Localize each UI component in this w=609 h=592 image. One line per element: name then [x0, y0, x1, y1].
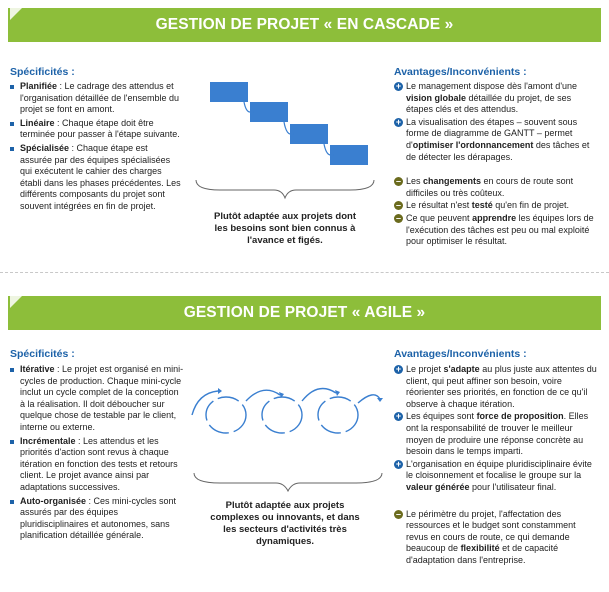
- item-text: détaillée du projet, de ses étapes clés et des attendus.: [406, 92, 572, 115]
- spec-item: [10, 436, 185, 494]
- item-text: L'organisation en équipe pluridisciplinaire évite le cloisonnement et focalise le groupe sur la: [406, 458, 592, 481]
- minus-circle-icon: –: [395, 508, 401, 519]
- emphasis-text: valeur générée: [406, 481, 470, 492]
- plus-item: [394, 411, 597, 457]
- minus-item: [394, 509, 597, 567]
- cascade-center-text: Plutôt adaptée aux projets dont les besoins sont bien connus à l'avance et figés.: [214, 211, 356, 246]
- group-spacer: [394, 495, 597, 509]
- item-text: . Elles ont la responsabilité de trouver le meilleur moyen de produire une réponse concrète au besoin dans le temps imparti.: [406, 411, 589, 457]
- item-text: Le résultat n'est: [406, 200, 472, 211]
- cascade-arrow-2: [284, 122, 290, 134]
- agile-adv-heading: Avantages/Inconvénients :: [394, 348, 527, 360]
- spec-text: : Chaque étape est assurée par des équipes spécialisées qui exécutent le cahier des charges établi dans les phases précédentes. Les différents composants du projet sont souvent intégrées en fin de projet.: [20, 142, 181, 211]
- agile-link-1: [246, 390, 280, 401]
- item-text: Ce que peuvent: [406, 212, 473, 223]
- minus-item: [394, 213, 594, 248]
- item-text: Le périmètre du projet, l'affectation des ressources et le budget sont constamment revus en cours de route, ce qui demande beaucoup de: [406, 508, 576, 554]
- agile-exit-arrow: [358, 395, 380, 403]
- cascade-banner: [8, 8, 601, 42]
- cascade-brace: [196, 180, 374, 198]
- emphasis-text: vision globale: [406, 92, 467, 103]
- item-text: et de capacité d'adaptation dans l'entreprise.: [406, 543, 559, 565]
- agile-title: GESTION DE PROJET « AGILE »: [183, 304, 426, 321]
- agile-cycle-2: [262, 397, 302, 433]
- spec-item: [10, 143, 182, 213]
- item-text: pour l'utilisateur final.: [469, 481, 557, 492]
- emphasis-text: testé: [471, 200, 493, 211]
- bullet-square-icon: [10, 147, 14, 151]
- plus-circle-icon: +: [395, 458, 402, 469]
- plus-circle-icon: +: [395, 116, 402, 127]
- agile-adv-list: [394, 364, 597, 568]
- minus-circle-icon: –: [395, 200, 401, 211]
- cascade-title: GESTION DE PROJET « EN CASCADE »: [155, 16, 454, 33]
- agile-brace: [194, 473, 382, 491]
- bullet-square-icon: [10, 85, 14, 89]
- spec-term: Incrémentale: [20, 435, 76, 446]
- plus-circle-icon: +: [395, 81, 402, 91]
- agile-diagram: [188, 375, 388, 495]
- spec-text: : Chaque étape doit être terminée pour passer à l'étape suivante.: [20, 117, 180, 140]
- agile-spec-heading: Spécificités :: [10, 348, 75, 360]
- cascade-spec-heading: Spécificités :: [10, 66, 75, 78]
- cascade-spec-list: [10, 81, 182, 215]
- item-text: Les équipes sont: [406, 411, 477, 422]
- emphasis-text: apprendre: [472, 212, 517, 223]
- spec-term: Itérative: [20, 364, 55, 374]
- bullet-square-icon: [10, 500, 14, 504]
- agile-center-text: Plutôt adaptée aux projets complexes ou innovants, et dans les secteurs d'activités très dynamiques.: [210, 500, 360, 547]
- item-text: les équipes lors de l'exécution des tâches est peu ou mal exploité pour optimiser le résultat.: [406, 212, 594, 247]
- agile-banner: [8, 296, 601, 330]
- plus-item: [394, 117, 594, 163]
- agile-cycle-1: [206, 397, 246, 433]
- item-text: Le management dispose dès l'amont d'une: [406, 81, 578, 91]
- spec-term: Spécialisée: [20, 142, 70, 153]
- item-text: Les: [406, 176, 424, 187]
- item-text: qu'en fin de projet.: [492, 200, 570, 211]
- bullet-square-icon: [10, 440, 14, 444]
- cascade-adv-heading: Avantages/Inconvénients :: [394, 66, 527, 78]
- spec-text: : Ces mini-cycles sont assurés par des équipes pluridisciplinaires et autonomes, sans planification détaillée générale.: [20, 495, 177, 541]
- bullet-square-icon: [10, 368, 14, 372]
- emphasis-text: s'adapte: [443, 364, 480, 374]
- spec-text: : Le cadrage des attendus et l'organisation détaillée de l'ensemble du projet se font en amont.: [20, 81, 180, 115]
- plus-item: [394, 364, 597, 410]
- spec-term: Linéaire: [20, 117, 55, 128]
- spec-item: [10, 118, 182, 141]
- cascade-arrow-3: [324, 144, 330, 155]
- item-text: Le projet: [406, 364, 444, 374]
- item-text: au plus juste aux attentes du client, qui peut affiner son besoin, voire réorienter ses priorités, en fonction de ce qu'il observe à chaque itération.: [406, 364, 597, 409]
- cascade-adv-list: [394, 81, 594, 249]
- agile-spec-list: [10, 364, 185, 544]
- agile-entry-arrow: [192, 391, 218, 415]
- plus-circle-icon: +: [395, 364, 402, 374]
- bullet-square-icon: [10, 122, 14, 126]
- emphasis-text: optimiser l'ordonnancement: [412, 139, 534, 150]
- agile-cycle-3: [318, 397, 358, 433]
- emphasis-text: force de proposition: [476, 411, 564, 422]
- cascade-step-4: [330, 145, 368, 165]
- spec-term: Planifiée: [20, 81, 58, 91]
- section-divider: [0, 272, 609, 273]
- minus-circle-icon: –: [395, 212, 401, 223]
- spec-text: : Le projet est organisé en mini-cycles de production. Chaque mini-cycle inclut un cycle complet de la conception à la réalisation. Il doit déboucher sur quelque chose de testable par le client, interne ou externe.: [20, 364, 184, 432]
- spec-text: : Les attendus et les priorités d'action sont revus à chaque itération en fonction des tests et retours client. Le projet avance ainsi par adaptations successives.: [20, 435, 178, 492]
- minus-item: [394, 176, 594, 199]
- cascade-diagram: [190, 72, 380, 222]
- item-text: en cours de route sont difficiles ou très coûteux.: [406, 176, 574, 198]
- minus-item: [394, 200, 594, 212]
- cascade-step-1: [210, 82, 248, 102]
- cascade-step-3: [290, 124, 328, 144]
- minus-circle-icon: –: [395, 176, 401, 187]
- spec-item: [10, 81, 182, 116]
- cascade-arrow-1: [244, 102, 250, 112]
- emphasis-text: changements: [423, 176, 482, 187]
- plus-item: [394, 81, 594, 116]
- spec-item: [10, 496, 185, 542]
- group-spacer: [394, 164, 594, 176]
- plus-item: [394, 459, 597, 494]
- item-text: La visualisation des étapes – souvent sous forme de diagramme de GANTT – permet d': [406, 116, 578, 150]
- plus-circle-icon: +: [395, 411, 402, 422]
- agile-link-2: [302, 389, 336, 402]
- cascade-step-2: [250, 102, 288, 122]
- spec-item: [10, 364, 185, 434]
- item-text: des tâches et de détecter les dérapages.: [406, 139, 590, 162]
- emphasis-text: flexibilité: [460, 543, 500, 554]
- spec-term: Auto-organisée: [20, 495, 87, 506]
